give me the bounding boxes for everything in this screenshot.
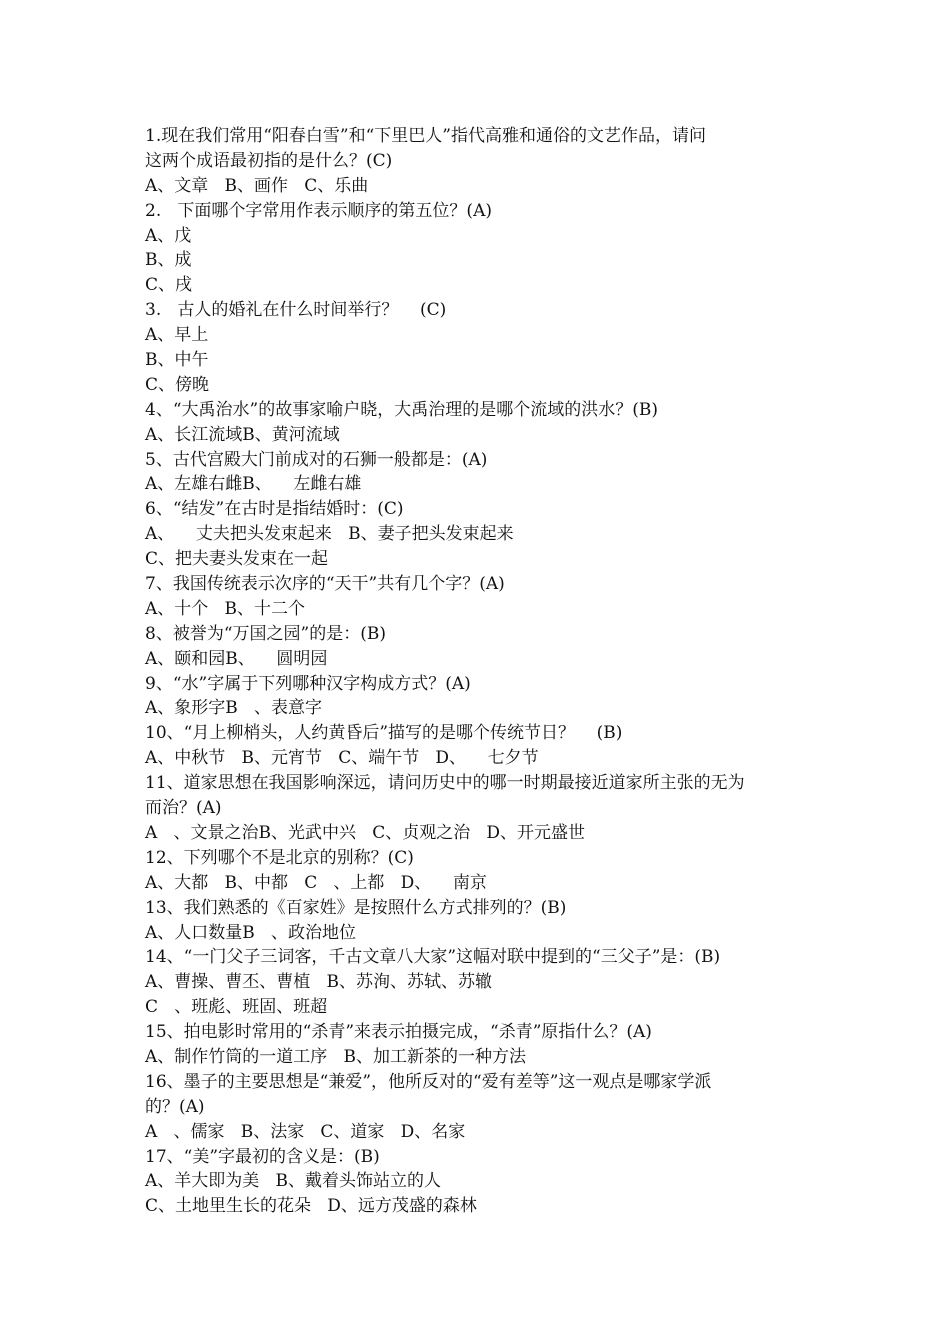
text-line: 17、“美”字最初的含义是：(B) [145, 1146, 380, 1167]
text-line: C、土地里生长的花朵 D、远方茂盛的森林 [145, 1196, 477, 1217]
text-line: A、早上 [145, 325, 209, 346]
text-line: A、 丈夫把头发束起来 B、妻子把头发束起来 [145, 524, 514, 545]
text-line: A 、文景之治B、光武中兴 C、贞观之治 D、开元盛世 [145, 822, 586, 843]
text-line: B、中午 [145, 350, 209, 371]
text-line: 7、我国传统表示次序的“天干”共有几个字？(A) [145, 574, 505, 595]
text-line: 1.现在我们常用“阳春白雪”和“下里巴人”指代高雅和通俗的文艺作品，请问 [145, 126, 706, 146]
text-line: C、把夫妻头发束在一起 [145, 549, 329, 570]
text-line: 而治？(A) [145, 798, 222, 819]
text-line: 3. 古人的婚礼在什么时间举行？ (C) [145, 300, 447, 321]
text-line: A、文章 B、画作 C、乐曲 [145, 175, 369, 196]
text-line: A、十个 B、十二个 [145, 598, 305, 619]
text-line: 6、“结发”在古时是指结婚时：(C) [145, 499, 404, 520]
text-line: 9、“水”字属于下列哪种汉字构成方式？(A) [145, 673, 471, 694]
text-line: A、曹操、曹丕、曹植 B、苏洵、苏轼、苏辙 [145, 972, 492, 993]
text-line: A 、儒家 B、法家 C、道家 D、名家 [145, 1121, 466, 1142]
text-line: A、制作竹筒的一道工序 B、加工新茶的一种方法 [145, 1046, 526, 1067]
text-line: 12、下列哪个不是北京的别称？(C) [145, 847, 414, 868]
text-line: A、戊 [145, 225, 192, 246]
text-line: A、中秋节 B、元宵节 C、端午节 D、 七夕节 [145, 748, 539, 769]
text-line: 15、拍电影时常用的“杀青”来表示拍摄完成，“杀青”原指什么？(A) [145, 1022, 652, 1043]
text-line: 的？(A) [145, 1096, 205, 1117]
text-line: 8、被誉为“万国之园”的是：(B) [145, 623, 386, 644]
text-line: A、大都 B、中都 C 、上都 D、 南京 [145, 872, 487, 893]
text-line: 16、墨子的主要思想是“兼爱”，他所反对的“爱有差等”这一观点是哪家学派 [145, 1071, 712, 1092]
text-line: C、戌 [145, 275, 193, 296]
text-line: 11、道家思想在我国影响深远，请问历史中的哪一时期最接近道家所主张的无为 [145, 773, 745, 794]
text-line: 10、“月上柳梢头，人约黄昏后”描写的是哪个传统节日？ (B) [145, 723, 623, 744]
text-line: 13、我们熟悉的《百家姓》是按照什么方式排列的？(B) [145, 897, 567, 918]
text-line: A、长江流域B、黄河流域 [145, 424, 340, 445]
document-body [145, 124, 815, 1219]
text-line: A、人口数量B 、政治地位 [145, 922, 356, 943]
text-line: C 、班彪、班固、班超 [145, 997, 328, 1018]
text-line: A、羊大即为美 B、戴着头饰站立的人 [145, 1171, 441, 1192]
text-line: C、傍晚 [145, 374, 210, 395]
text-line: A、颐和园B、 圆明园 [145, 648, 328, 669]
text-line: A、左雄右雌B、 左雌右雄 [145, 474, 362, 495]
text-line: 这两个成语最初指的是什么？(C) [145, 150, 393, 171]
text-line: 2. 下面哪个字常用作表示顺序的第五位？(A) [145, 200, 492, 221]
text-line: A、象形字B 、表意字 [145, 698, 322, 719]
text-line: 4、“大禹治水”的故事家喻户晓，大禹治理的是哪个流域的洪水？(B) [145, 399, 658, 420]
text-line: 5、古代宫殿大门前成对的石狮一般都是：(A) [145, 449, 488, 470]
text-line: 14、“一门父子三词客，千古文章八大家”这幅对联中提到的“三父子”是：(B) [145, 947, 721, 968]
text-line: B、成 [145, 250, 192, 271]
